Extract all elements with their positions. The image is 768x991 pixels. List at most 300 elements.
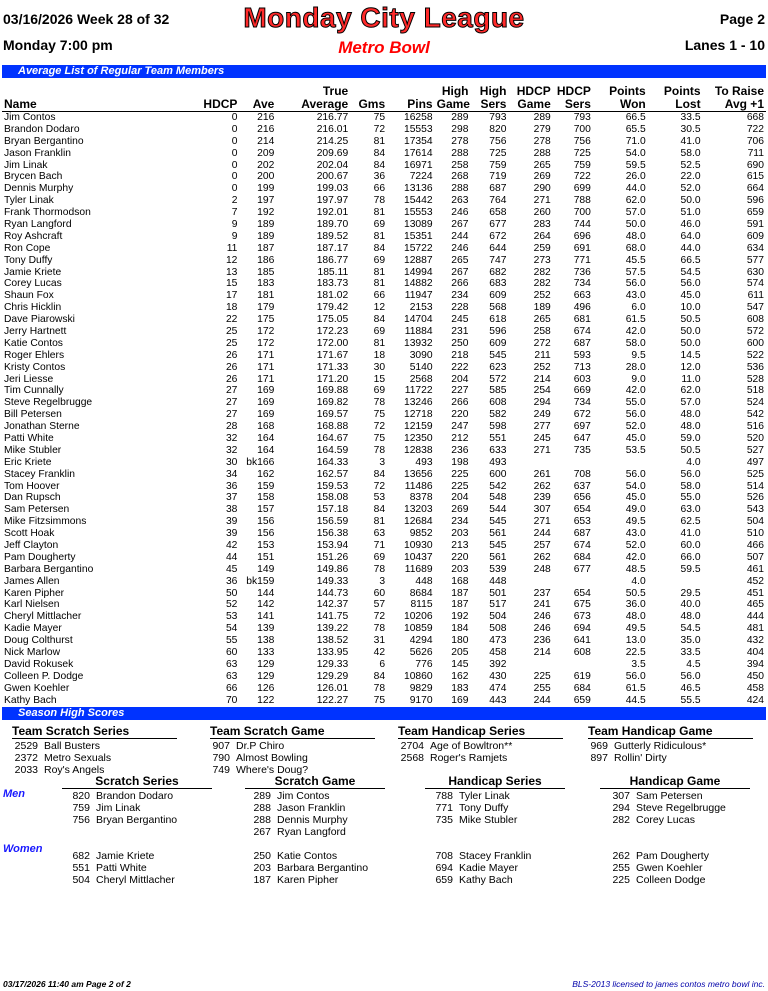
table-cell: 225	[451, 480, 469, 492]
table-row	[2, 326, 766, 338]
list-item	[425, 850, 565, 862]
table-cell: 42.0	[625, 385, 646, 397]
table-cell: 236	[533, 635, 551, 647]
column-header: High Sers	[470, 83, 508, 111]
table-cell: 40.0	[680, 599, 701, 611]
table-cell: 237	[533, 587, 551, 599]
table-cell: 72	[373, 480, 386, 492]
table-cell: 735	[573, 444, 591, 456]
table-cell: 278	[533, 135, 551, 147]
table-cell: 8684	[409, 587, 433, 599]
table-cell: 647	[573, 432, 591, 444]
score-value: 759	[72, 802, 90, 814]
table-cell: 12838	[403, 444, 433, 456]
table-cell: 220	[451, 551, 469, 563]
table-cell: 144.73	[316, 587, 349, 599]
table-cell: 10.0	[680, 302, 701, 314]
table-cell: 444	[746, 611, 764, 623]
table-cell: 189.70	[316, 218, 349, 230]
table-cell: 52.5	[680, 159, 701, 171]
table-cell: 13	[225, 266, 238, 278]
list-item	[588, 740, 753, 752]
table-cell: Colleen P. Dodge	[4, 670, 84, 682]
table-cell: 596	[746, 195, 764, 207]
table-cell: 542	[489, 480, 507, 492]
table-cell: 623	[489, 361, 507, 373]
table-cell: 48.5	[625, 563, 646, 575]
score-name: Jim Contos	[277, 790, 330, 802]
column-header: Ave	[239, 83, 276, 111]
table-cell: 708	[573, 468, 591, 480]
table-cell: 30	[373, 361, 386, 373]
table-cell: 171.67	[316, 349, 349, 361]
table-cell: 663	[573, 290, 591, 302]
table-cell: 168	[451, 575, 469, 587]
table-cell: 298	[451, 123, 469, 135]
table-cell: 11	[226, 242, 238, 254]
table-cell: 608	[489, 397, 507, 409]
table-cell: 392	[489, 658, 507, 670]
table-cell: 57	[373, 599, 386, 611]
table-cell: 39	[225, 528, 238, 540]
table-cell: 788	[573, 195, 591, 207]
table-cell: 69	[373, 385, 386, 397]
table-cell: 203	[451, 563, 469, 575]
table-cell: 69	[373, 551, 386, 563]
table-cell: 518	[746, 385, 764, 397]
table-cell: 674	[573, 325, 591, 337]
table-cell: 181.02	[316, 290, 349, 302]
table-cell: 288	[451, 147, 469, 159]
table-cell: 42.0	[625, 551, 646, 563]
table-row	[2, 492, 766, 504]
table-cell: 133.95	[316, 647, 349, 659]
table-row	[2, 623, 766, 635]
column-header: Points Won	[593, 83, 648, 111]
table-cell: 78	[373, 444, 386, 456]
table-cell: 461	[746, 563, 764, 575]
table-cell: 75	[373, 111, 386, 123]
table-cell: 273	[533, 254, 551, 266]
table-cell: 216	[257, 111, 275, 123]
table-cell: 539	[489, 563, 507, 575]
table-cell: 66	[373, 290, 386, 302]
table-cell: 189.52	[316, 230, 349, 242]
table-cell: 44.0	[680, 242, 701, 254]
table-cell: 22.0	[680, 171, 701, 183]
table-row	[2, 207, 766, 219]
table-cell: 36.0	[625, 599, 646, 611]
table-cell: 669	[573, 385, 591, 397]
table-cell: 81	[373, 278, 386, 290]
score-name: Pam Dougherty	[636, 850, 709, 862]
table-cell: 36	[225, 480, 238, 492]
table-cell: 267	[451, 218, 469, 230]
table-cell: 63	[225, 670, 238, 682]
table-cell: 204	[451, 492, 469, 504]
table-cell: 493	[489, 456, 507, 468]
score-value: 504	[72, 874, 90, 886]
table-cell: 197.97	[316, 195, 349, 207]
table-cell: 265	[451, 254, 469, 266]
table-cell: 10206	[403, 611, 433, 623]
handicap-game-title: Handicap Game	[600, 774, 750, 789]
table-cell: 26.0	[625, 171, 646, 183]
table-cell: 699	[573, 183, 591, 195]
table-cell: 659	[573, 694, 591, 706]
table-cell: 13203	[403, 504, 433, 516]
table-cell: 129	[257, 658, 275, 670]
table-cell: 10437	[403, 551, 433, 563]
table-row	[2, 385, 766, 397]
score-value: 2033	[14, 764, 38, 776]
score-value: 255	[612, 862, 630, 874]
score-name: Barbara Bergantino	[277, 862, 369, 874]
table-cell: Dennis Murphy	[4, 183, 74, 195]
table-row	[2, 337, 766, 349]
table-cell: 57.0	[680, 397, 701, 409]
table-cell: 50.0	[680, 195, 701, 207]
table-cell: 8115	[410, 599, 433, 611]
score-value: 262	[612, 850, 630, 862]
score-name: Dr.P Chiro	[236, 740, 285, 752]
table-cell: 653	[573, 516, 591, 528]
table-cell: 70	[225, 694, 238, 706]
list-item	[425, 874, 565, 886]
table-cell: 294	[533, 397, 551, 409]
score-value: 735	[435, 814, 453, 826]
table-cell: 180	[451, 635, 469, 647]
table-cell: 255	[533, 682, 551, 694]
table-cell: 12350	[403, 432, 433, 444]
table-cell: 66.5	[680, 254, 701, 266]
table-cell: 81	[373, 266, 386, 278]
table-cell: 139	[257, 623, 275, 635]
table-row	[2, 456, 766, 468]
table-cell: 711	[747, 147, 764, 159]
table-cell: 9170	[409, 694, 433, 706]
table-cell: 432	[746, 635, 764, 647]
page-number: Page 2	[719, 11, 765, 27]
table-cell: 267	[451, 266, 469, 278]
table-cell: 577	[746, 254, 764, 266]
table-cell: Mike Fitzsimmons	[4, 516, 87, 528]
score-name: Sam Petersen	[636, 790, 703, 802]
table-cell: 820	[489, 123, 507, 135]
table-cell: 687	[489, 183, 507, 195]
table-cell: 600	[746, 337, 764, 349]
table-cell: 9829	[409, 682, 433, 694]
table-cell: 189	[257, 218, 275, 230]
table-cell: 259	[533, 242, 551, 254]
table-cell: Karl Nielsen	[4, 599, 60, 611]
score-value: 897	[590, 752, 608, 764]
score-name: Steve Regelbrugge	[636, 802, 726, 814]
table-cell: 44.5	[625, 694, 646, 706]
table-cell: 254	[533, 385, 551, 397]
table-cell: 289	[451, 111, 469, 123]
table-cell: 156.59	[316, 516, 349, 528]
table-cell: 250	[451, 337, 469, 349]
table-cell: 9	[231, 230, 238, 242]
table-cell: 520	[746, 432, 764, 444]
table-row	[2, 159, 766, 171]
table-cell: 172	[257, 337, 275, 349]
score-name: Tony Duffy	[459, 802, 509, 814]
table-row	[2, 694, 766, 706]
table-cell	[553, 456, 593, 468]
table-cell: 214	[257, 135, 275, 147]
table-cell: 62.0	[625, 195, 646, 207]
score-value: 682	[72, 850, 90, 862]
table-cell: Bryan Bergantino	[4, 135, 84, 147]
table-cell: 171.33	[316, 361, 349, 373]
table-cell: 48.0	[680, 409, 701, 421]
table-cell: 129.33	[316, 658, 349, 670]
table-cell: 664	[746, 183, 764, 195]
table-cell: 672	[489, 230, 507, 242]
table-cell: 719	[489, 171, 507, 183]
table-cell: 162	[451, 670, 469, 682]
table-row	[2, 290, 766, 302]
table-cell: 265	[533, 314, 551, 326]
table-cell: 18	[225, 302, 238, 314]
table-cell: 32	[225, 444, 238, 456]
table-cell: 209.69	[316, 147, 349, 159]
table-cell: 8378	[409, 492, 433, 504]
list-item	[245, 790, 385, 802]
table-cell: 56.0	[625, 278, 646, 290]
table-cell: 27	[225, 409, 238, 421]
table-cell: 0	[231, 123, 238, 135]
table-cell: 673	[573, 611, 591, 623]
table-cell: 759	[573, 159, 591, 171]
table-cell: 26	[225, 373, 238, 385]
score-value: 2529	[14, 740, 38, 752]
table-row	[2, 278, 766, 290]
table-cell: 234	[451, 290, 469, 302]
team-scratch-game	[210, 724, 375, 776]
table-row	[2, 135, 766, 147]
table-cell: 126.01	[316, 682, 349, 694]
table-cell: 11884	[404, 325, 433, 337]
table-cell: 66.5	[625, 111, 646, 123]
table-cell: 430	[489, 670, 507, 682]
table-cell: 5626	[409, 647, 433, 659]
table-cell: 244	[451, 230, 469, 242]
table-cell: 36	[225, 575, 238, 587]
table-row	[2, 147, 766, 159]
table-row	[2, 480, 766, 492]
table-cell: 45	[225, 563, 238, 575]
score-value: 187	[253, 874, 271, 886]
table-cell: 78	[373, 563, 386, 575]
table-cell: 465	[746, 599, 764, 611]
list-item	[62, 850, 212, 862]
handicap-series-title: Handicap Series	[425, 774, 565, 789]
score-name: Ball Busters	[44, 740, 101, 752]
table-cell: 48.0	[680, 421, 701, 433]
table-cell: 157.18	[316, 504, 349, 516]
table-cell: 151	[257, 551, 275, 563]
table-cell: 12	[373, 302, 386, 314]
table-cell: 216	[257, 123, 275, 135]
table-cell: 75	[373, 432, 386, 444]
table-cell: 248	[533, 563, 551, 575]
score-value: 771	[435, 802, 453, 814]
table-cell: 84	[373, 468, 386, 480]
table-cell: 54.5	[680, 266, 701, 278]
table-cell: 507	[746, 551, 764, 563]
table-cell: 290	[533, 183, 551, 195]
table-cell: Steve Regelbrugge	[4, 397, 93, 409]
table-cell: 164.67	[316, 432, 349, 444]
list-item	[62, 862, 212, 874]
table-cell: 141	[257, 611, 275, 623]
table-cell: 674	[573, 540, 591, 551]
day-time: Monday 7:00 pm	[3, 37, 113, 53]
table-cell: 508	[489, 623, 507, 635]
table-cell: 516	[746, 421, 764, 433]
table-cell: Roger Ehlers	[4, 349, 65, 361]
table-cell: 183.73	[316, 278, 349, 290]
table-cell: 458	[489, 647, 507, 659]
table-cell: 56.0	[625, 409, 646, 421]
table-cell: 169.57	[316, 409, 349, 421]
table-cell: 510	[746, 528, 764, 540]
table-row	[2, 444, 766, 456]
table-cell: 234	[451, 516, 469, 528]
table-cell: 271	[533, 195, 551, 207]
table-cell: 713	[573, 361, 591, 373]
table-cell: 183	[257, 278, 275, 290]
table-cell: 122.27	[316, 694, 349, 706]
table-cell: 50.5	[680, 444, 701, 456]
column-header: Name	[2, 83, 181, 111]
table-cell: 675	[573, 599, 591, 611]
table-cell: 183	[451, 682, 469, 694]
table-row	[2, 647, 766, 659]
score-name: Colleen Dodge	[636, 874, 706, 886]
table-cell: 13932	[403, 337, 433, 349]
handicap-game	[600, 774, 750, 886]
table-cell: 448	[489, 575, 507, 587]
table-cell: 153	[257, 540, 275, 551]
table-cell: 60.0	[680, 540, 701, 551]
table-cell: 619	[573, 670, 591, 682]
score-value: 267	[253, 826, 271, 838]
table-cell: 50.5	[625, 587, 646, 599]
list-item	[425, 814, 565, 826]
table-cell: 4.0	[631, 575, 646, 587]
table-cell: 185	[257, 266, 275, 278]
table-cell: 192	[257, 207, 275, 219]
table-cell: 179	[257, 302, 275, 314]
table-cell: 42.0	[625, 325, 646, 337]
table-cell: 27	[225, 385, 238, 397]
table-cell: Jeri Liesse	[4, 373, 54, 385]
table-cell: 37	[225, 492, 238, 504]
scratch-game-title: Scratch Game	[245, 774, 385, 789]
table-cell: 637	[573, 480, 591, 492]
list-item	[398, 740, 563, 752]
table-cell: 262	[533, 480, 551, 492]
table-cell: 175.05	[316, 314, 349, 326]
table-cell: Jim Linak	[4, 159, 48, 171]
table-cell: 0	[231, 135, 238, 147]
table-cell: 56.0	[625, 468, 646, 480]
table-cell: 524	[746, 397, 764, 409]
table-cell: 582	[489, 409, 507, 421]
column-header: HDCP Sers	[553, 83, 593, 111]
table-cell: 696	[573, 230, 591, 242]
table-cell: 58.0	[680, 147, 701, 159]
list-item	[62, 802, 212, 814]
table-cell: Ryan Langford	[4, 218, 72, 230]
table-cell: 4294	[409, 635, 433, 647]
table-cell: 15442	[403, 195, 433, 207]
team-scratch-series-title: Team Scratch Series	[12, 724, 177, 739]
table-cell: 11722	[404, 385, 433, 397]
table-row	[2, 183, 766, 195]
list-item	[245, 814, 385, 826]
table-cell: 72	[373, 123, 386, 135]
table-cell: 598	[489, 421, 507, 433]
table-cell: 246	[533, 623, 551, 635]
score-value: 749	[212, 764, 230, 776]
table-cell: 247	[451, 421, 469, 433]
table-cell: 56.0	[680, 670, 701, 682]
table-cell: 3	[379, 575, 386, 587]
table-cell: Barbara Bergantino	[4, 563, 94, 575]
score-name: Bryan Bergantino	[96, 814, 178, 826]
score-value: 2568	[400, 752, 424, 764]
table-cell: 149	[257, 563, 275, 575]
table-cell: Bill Petersen	[4, 409, 62, 421]
table-cell: Doug Colthurst	[4, 635, 73, 647]
table-cell: Sam Petersen	[4, 504, 70, 516]
table-cell: 452	[746, 575, 764, 587]
table-cell: James Allen	[4, 575, 60, 587]
table-cell: 245	[451, 314, 469, 326]
table-cell: 481	[746, 623, 764, 635]
table-cell: Cheryl Mittlacher	[4, 611, 82, 623]
table-cell: Jerry Hartnett	[4, 325, 67, 337]
table-cell: 547	[746, 302, 764, 314]
table-cell: 228	[451, 302, 469, 314]
table-cell: 16971	[403, 159, 433, 171]
list-item	[62, 814, 212, 826]
table-cell: 9852	[409, 528, 433, 540]
table-cell: 0	[231, 147, 238, 159]
table-cell: Stacey Franklin	[4, 468, 75, 480]
table-cell: 46.5	[680, 682, 701, 694]
table-cell: bk166	[246, 456, 275, 468]
score-name: Patti White	[96, 862, 147, 874]
table-cell: 246	[533, 611, 551, 623]
table-cell: 41.0	[680, 135, 701, 147]
column-header: Points Lost	[648, 83, 703, 111]
table-cell: 497	[746, 456, 764, 468]
table-cell: bk159	[246, 575, 275, 587]
table-cell: 239	[533, 492, 551, 504]
table-cell: 677	[573, 563, 591, 575]
list-item	[12, 752, 177, 764]
table-cell: 258	[533, 325, 551, 337]
table-row	[2, 302, 766, 314]
table-cell: 561	[489, 528, 507, 540]
table-cell: 736	[573, 266, 591, 278]
